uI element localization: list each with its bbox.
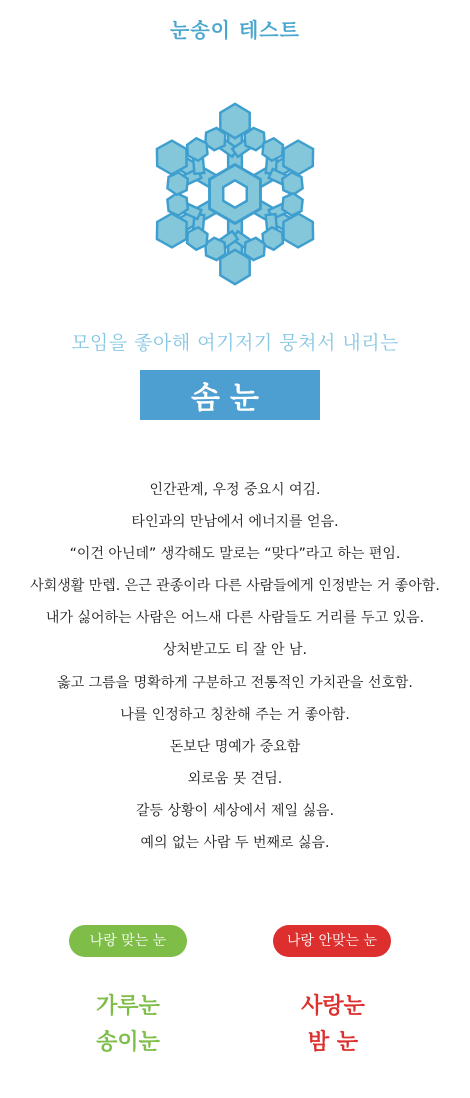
trait-item: 예의 없는 사람 두 번째로 싫음. xyxy=(140,835,330,852)
trait-item: 사회생활 만렙. 은근 관종이라 다른 사람들에게 인정받는 거 좋아함. xyxy=(30,578,440,595)
compatible-snow-badge: 나랑 맞는 눈 xyxy=(69,925,187,957)
page-title: 눈송이 테스트 xyxy=(170,18,300,42)
compatible-snow-list xyxy=(48,988,208,1060)
trait-item: “이건 아닌데” 생각해도 말로는 “맞다”라고 하는 편임. xyxy=(69,546,401,563)
trait-item: 갈등 상황이 세상에서 제일 싫음. xyxy=(135,802,335,819)
trait-item: 타인과의 만남에서 에너지를 얻음. xyxy=(131,514,339,531)
trait-item: 상처받고도 티 잘 안 남. xyxy=(163,642,307,659)
trait-item: 인간관계, 우정 중요시 여김. xyxy=(149,482,321,498)
trait-item: 돈보단 명예가 중요함 xyxy=(169,738,301,755)
result-name: 솜눈 xyxy=(191,381,269,416)
incompatible-snow-item: 밤 눈 xyxy=(307,1029,359,1055)
incompatible-snow-list xyxy=(253,988,413,1060)
result-tagline: 모임을 좋아해 여기저기 뭉쳐서 내리는 xyxy=(71,332,399,354)
trait-item: 나를 인정하고 칭찬해 주는 거 좋아함. xyxy=(120,706,350,723)
compatible-snow-item: 송이눈 xyxy=(96,1029,160,1055)
trait-item: 외로움 못 견딤. xyxy=(187,770,283,787)
snowflake-icon xyxy=(135,96,335,292)
trait-list xyxy=(0,474,470,859)
trait-item: 내가 싫어하는 사람은 어느새 다른 사람들도 거리를 두고 있음. xyxy=(45,610,425,627)
result-name-banner xyxy=(140,370,320,420)
incompatible-snow-item: 사랑눈 xyxy=(301,993,365,1019)
incompatible-snow-badge: 나랑 안맞는 눈 xyxy=(273,925,391,957)
trait-item: 옳고 그름을 명확하게 구분하고 전통적인 가치관을 선호함. xyxy=(57,674,413,691)
compatible-snow-item: 가루눈 xyxy=(96,993,160,1019)
